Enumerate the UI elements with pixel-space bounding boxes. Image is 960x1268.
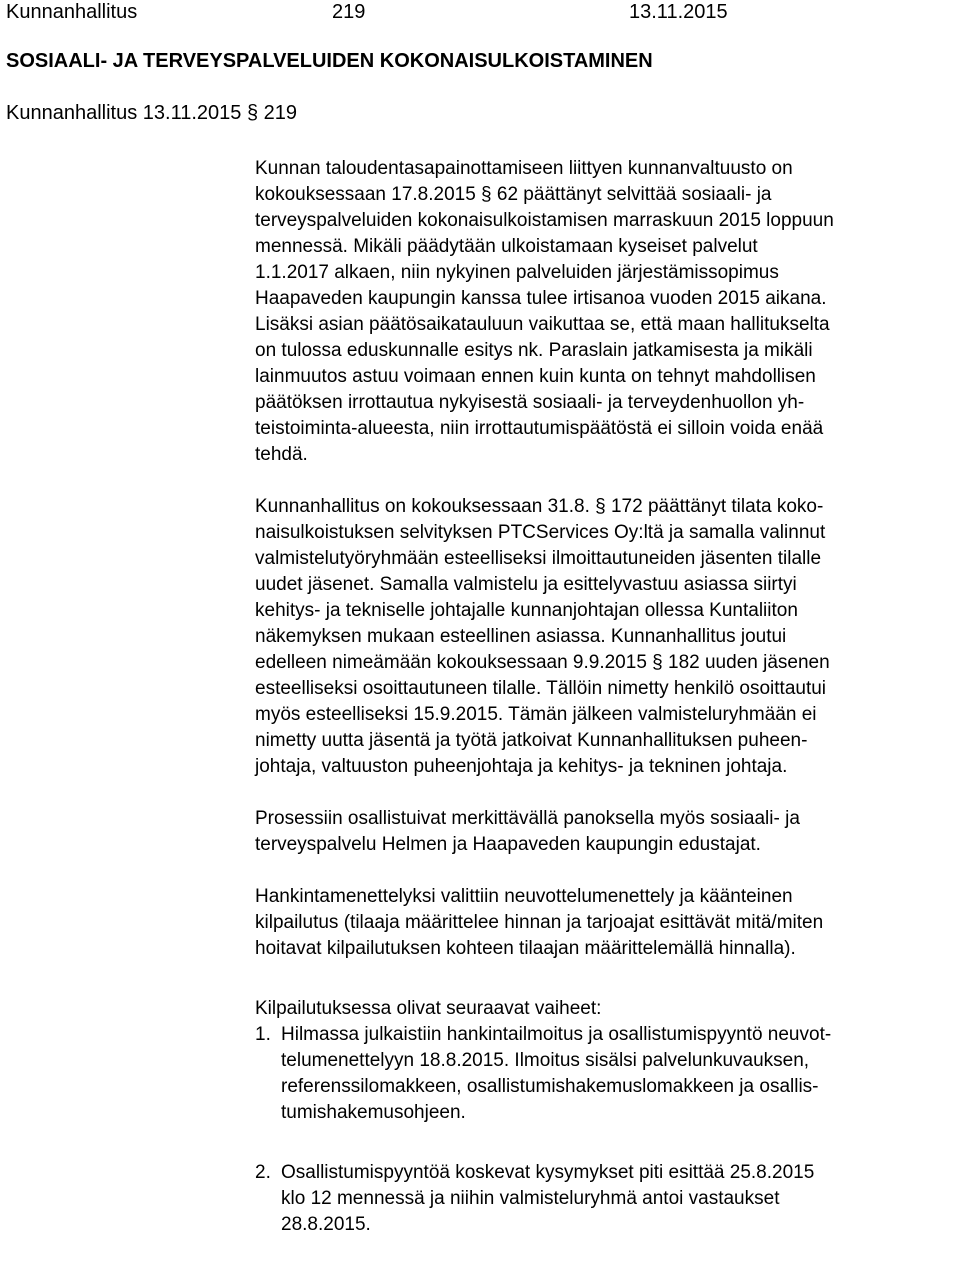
phase-number: 2. xyxy=(255,1162,271,1183)
paragraph-gap xyxy=(255,468,955,494)
text-line: teistoiminta-alueesta, niin irrottautumispäätöstä ei silloin voida enää xyxy=(255,418,824,439)
text-line: Prosessiin osallistuivat merkittävällä panoksella myös sosiaali- ja xyxy=(255,808,800,829)
phase-first-line xyxy=(255,1160,955,1186)
text-line: kokouksessaan 17.8.2015 § 62 päättänyt selvittää sosiaali- ja xyxy=(255,184,772,205)
text-line: Osallistumispyyntöä koskevat kysymykset piti esittää 25.8.2015 xyxy=(281,1162,815,1183)
phase-first-line xyxy=(255,1022,955,1048)
header-organ: Kunnanhallitus xyxy=(6,1,138,23)
text-line: nimetty uutta jäsentä ja työtä jatkoivat Kunnanhallituksen puheen- xyxy=(255,730,808,751)
header-date: 13.11.2015 xyxy=(629,1,728,23)
text-line: päätöksen irrottautua nykyisestä sosiaali- ja terveydenhuollon yh- xyxy=(255,392,805,413)
text-line: on tulossa eduskunnalle esitys nk. Paraslain jatkamisesta ja mikäli xyxy=(255,340,813,361)
text-line: johtaja, valtuuston puheenjohtaja ja kehitys- ja tekninen johtaja. xyxy=(255,756,788,777)
text-line: 28.8.2015. xyxy=(281,1214,371,1235)
text-line: Lisäksi asian päätösaikatauluun vaikuttaa se, että maan hallitukselta xyxy=(255,314,830,335)
paragraph-background xyxy=(255,156,955,468)
paragraph-participants xyxy=(255,806,955,858)
paragraph-preparation xyxy=(255,494,955,780)
text-line: 1.1.2017 alkaen, niin nykyinen palveluiden järjestämissopimus xyxy=(255,262,779,283)
paragraph-procurement xyxy=(255,884,955,962)
text-line: esteelliseksi osoittautuneen tilalle. Tällöin nimetty henkilö osoittautui xyxy=(255,678,827,699)
text-line: mennessä. Mikäli päädytään ulkoistamaan kyseiset palvelut xyxy=(255,236,758,257)
text-line: kilpailutus (tilaaja määrittelee hinnan ja tarjoajat esittävät mitä/miten xyxy=(255,912,824,933)
text-line: Kunnanhallitus on kokouksessaan 31.8. § 172 päättänyt tilata koko- xyxy=(255,496,824,517)
text-line: valmistelutyöryhmään esteelliseksi ilmoittautuneiden jäsenten tilalle xyxy=(255,548,822,569)
text-line: myös esteelliseksi 15.9.2015. Tämän jälkeen valmisteluryhmään ei xyxy=(255,704,817,725)
phase-item-2 xyxy=(255,1160,955,1238)
list-gap xyxy=(255,1126,955,1160)
text-line: uudet jäsenet. Samalla valmistelu ja esittelyvastuu asiassa siirtyi xyxy=(255,574,797,595)
text-line: tumishakemusohjeen. xyxy=(281,1102,466,1123)
paragraph-gap xyxy=(255,858,955,884)
phases-intro: Kilpailutuksessa olivat seuraavat vaiheet: xyxy=(255,998,602,1019)
paragraph-gap xyxy=(255,962,955,996)
text-line: hoitavat kilpailutuksen kohteen tilaajan määrittelemällä hinnalla). xyxy=(255,938,796,959)
text-line: Hankintamenettelyksi valittiin neuvottelumenettely ja käänteinen xyxy=(255,886,793,907)
header-section-number: 219 xyxy=(332,1,366,23)
text-line: Kunnan taloudentasapainottamiseen liittyen kunnanvaltuusto on xyxy=(255,158,793,179)
text-line: tehdä. xyxy=(255,444,308,465)
phase-item-1 xyxy=(255,1022,955,1126)
page-header xyxy=(6,0,946,24)
text-line: telumenettelyyn 18.8.2015. Ilmoitus sisälsi palvelunkuvauksen, xyxy=(281,1050,810,1071)
phases-section xyxy=(255,996,955,1238)
text-line: lainmuutos astuu voimaan ennen kuin kunta on tehnyt mahdollisen xyxy=(255,366,816,387)
text-line: naisulkoistuksen selvityksen PTCServices Oy:ltä ja samalla valinnut xyxy=(255,522,826,543)
text-line: Haapaveden kaupungin kanssa tulee irtisanoa vuoden 2015 aikana. xyxy=(255,288,827,309)
text-line: klo 12 mennessä ja niihin valmisteluryhmä antoi vastaukset xyxy=(281,1188,780,1209)
text-line: referenssilomakkeen, osallistumishakemuslomakkeen ja osallis- xyxy=(281,1076,819,1097)
paragraph-gap xyxy=(255,780,955,806)
text-line: kehitys- ja tekniselle johtajalle kunnanjohtajan ollessa Kuntaliiton xyxy=(255,600,798,621)
phase-number: 1. xyxy=(255,1024,271,1045)
text-line: Hilmassa julkaistiin hankintailmoitus ja osallistumispyyntö neuvot- xyxy=(281,1024,832,1045)
document-title: SOSIAALI- JA TERVEYSPALVELUIDEN KOKONAISULKOISTAMINEN xyxy=(6,50,653,72)
text-line: näkemyksen mukaan esteellinen asiassa. Kunnanhallitus joutui xyxy=(255,626,787,647)
text-line: terveyspalvelu Helmen ja Haapaveden kaupungin edustajat. xyxy=(255,834,761,855)
text-line: edelleen nimeämään kokouksessaan 9.9.2015 § 182 uuden jäsenen xyxy=(255,652,830,673)
document-body xyxy=(255,156,955,1238)
meeting-reference: Kunnanhallitus 13.11.2015 § 219 xyxy=(6,102,297,124)
text-line: terveyspalveluiden kokonaisulkoistamisen marraskuun 2015 loppuun xyxy=(255,210,834,231)
